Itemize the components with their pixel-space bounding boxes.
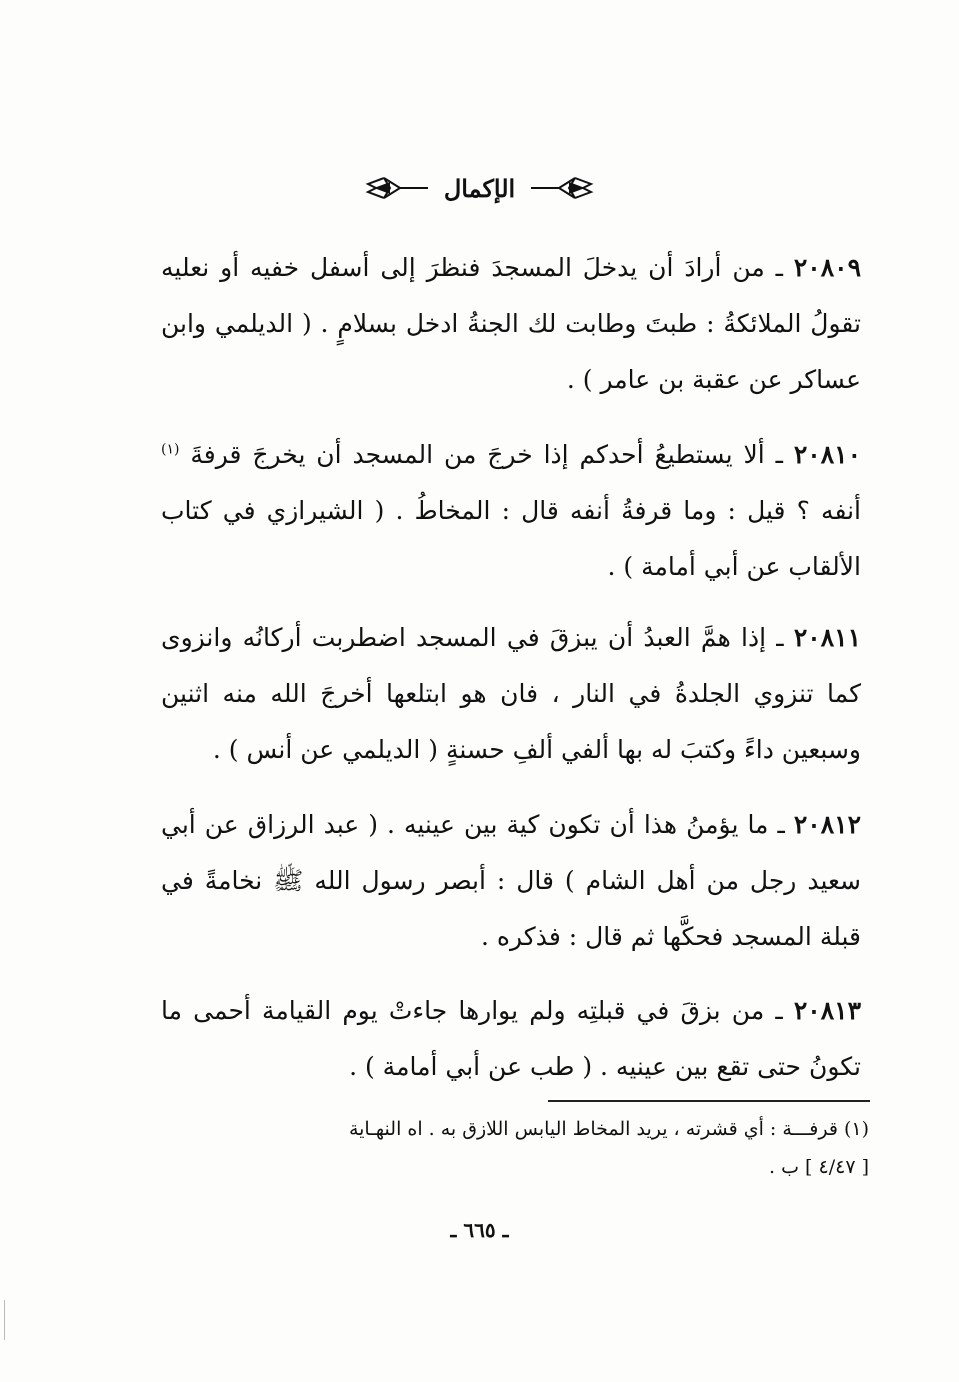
entry-number: ٢٠٨١٢ [793,810,861,839]
entry-text: ـ من أرادَ أن يدخلَ المسجدَ فنظرَ إلى أسفل خفيه أو نعليه تقولُ الملائكةُ : طبتَ وطابت لك الجنةُ ادخل بسلامٍ . ( الديلمي وابن عساكر عن عقبة بن عامر ) . [161,253,861,394]
ornament-right-icon [529,174,599,202]
footnote-line: (١) قرفـــة : أي قشرته ، يريد المخاط اليابس اللازق به . اه النهـاية [348,1118,869,1140]
entry-number: ٢٠٨١١ [793,623,861,652]
footnote-reference: (١) [161,441,180,458]
section-header [0,168,959,208]
ornament-left-icon [360,174,430,202]
footnote-divider [548,1100,870,1102]
hadith-entry [161,610,861,778]
page-number: ـ ٦٦٥ ـ [450,1218,509,1242]
hadith-entry [161,427,861,595]
hadith-entry [161,240,861,408]
entry-text: ـ إذا همَّ العبدُ أن يبزقَ في المسجد اضطربت أركانُه وانزوى كما تنزوي الجلدةُ في النار ، فان هو ابتلعها أخرجَ الله منه اثنين وسبعين داءً وكتبَ له بها ألفي ألفِ حسنةٍ ( الديلمي عن أنس ) . [161,623,861,764]
entry-number: ٢٠٨١٠ [793,440,862,469]
section-title: الإكمال [443,173,516,203]
entry-text: أنفه ؟ قيل : وما قرفةُ أنفه قال : المخاطُ . ( الشيرازي في كتاب الألقاب عن أبي أمامة ) . [161,496,861,581]
footnote [189,1110,869,1186]
entry-number: ٢٠٨٠٩ [793,253,861,282]
entry-text: ـ ما يؤمنُ هذا أن تكون كية بين عينيه . ( عبد الرزاق عن أبي سعيد رجل من أهل الشام ) قال : أبصر رسول الله ﷺ نخامةً في قبلة المسجد فحكَّها ثم قال : فذكره . [161,810,861,951]
footnote-line: [ ٤/٤٧ ] ب . [769,1156,869,1178]
entry-text: ـ من بزقَ في قبلتِه ولم يوارها جاءتْ يوم القيامة أحمى ما تكونُ حتى تقع بين عينيه . ( طب عن أبي أمامة ) . [161,996,861,1081]
scan-edge-line [4,1300,5,1340]
entry-number: ٢٠٨١٣ [793,996,861,1025]
hadith-entry [161,797,861,965]
hadith-entry [161,983,861,1095]
entry-text: ـ ألا يستطيعُ أحدكم إذا خرجَ من المسجد أن يخرجَ قرفةَ [190,440,783,469]
